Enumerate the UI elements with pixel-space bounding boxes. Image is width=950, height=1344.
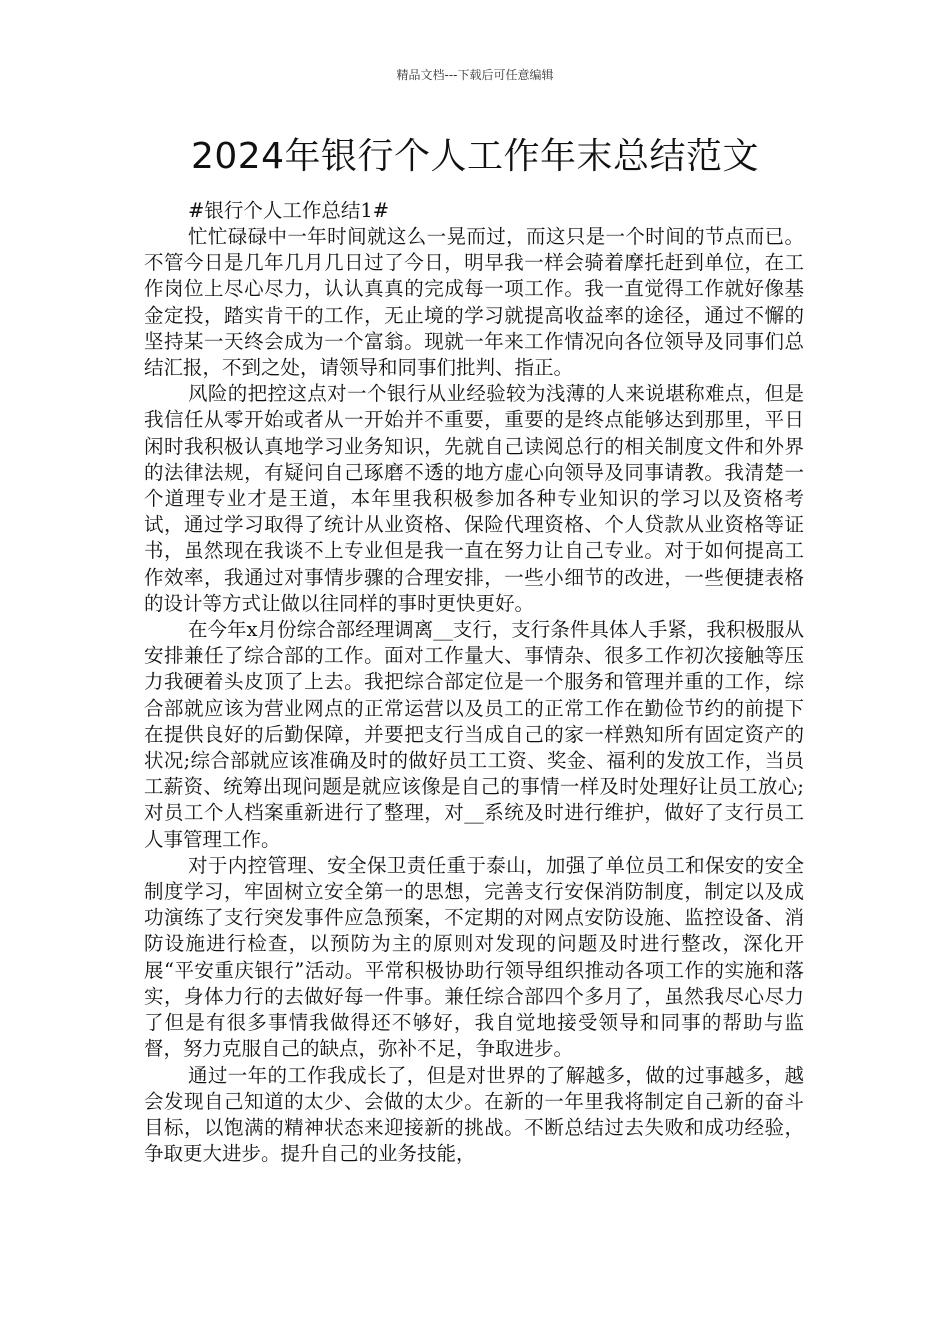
section-heading: #银行个人工作总结1# (188, 199, 390, 222)
paragraph-1: 忙忙碌碌中一年时间就这么一晃而过，而这只是一个时间的节点而已。不管今日是几年几月几日过了今日，明早我一样会骑着摩托赶到单位，在工作岗位上尽心尽力，认认真真的完成每一项工作。我一直觉得工作就好像基金定投，踏实肯干的工作，无止境的学习就提高收益率的途径，通过不懈的坚持某一天终会成为一个富翁。现就一年来工作情况向各位领导及同事们总结汇报，不到之处，请领导和同事们批判、指正。 (144, 225, 804, 380)
paragraph-4: 对于内控管理、安全保卫责任重于泰山，加强了单位员工和保安的安全制度学习，牢固树立安全第一的思想，完善支行安保消防制度，制定以及成功演练了支行突发事件应急预案，不定期的对网点安防设施、监控设备、消防设施进行检查，以预防为主的原则对发现的问题及时进行整改，深化开展“平安重庆银行”活动。平常积极协助行领导组织推动各项工作的实施和落实，身体力行的去做好每一件事。兼任综合部四个多月了，虽然我尽心尽力了但是有很多事情我做得还不够好，我自觉地接受领导和同事的帮助与监督，努力克服自己的缺点，弥补不足，争取进步。 (144, 853, 804, 1061)
document-body (144, 198, 804, 1167)
paragraph-2: 风险的把控这点对一个银行从业经验较为浅薄的人来说堪称难点，但是我信任从零开始或者从一开始并不重要，重要的是终点能够达到那里，平日闲时我积极认真地学习业务知识，先就自己读阅总行的相关制度文件和外界的法律法规，有疑问自己琢磨不透的地方虚心向领导及同事请教。我清楚一个道理专业才是王道，本年里我积极参加各种专业知识的学习以及资格考试，通过学习取得了统计从业资格、保险代理资格、个人贷款从业资格等证书，虽然现在我谈不上专业但是我一直在努力让自己专业。对于如何提高工作效率，我通过对事情步骤的合理安排，一些小细节的改进，一些便捷表格的设计等方式让做以往同样的事时更快更好。 (144, 382, 804, 615)
header-note: 精品文档---下载后可任意编辑 (396, 68, 554, 82)
document-title: 2024年银行个人工作年末总结范文 (190, 136, 760, 177)
paragraph-5: 通过一年的工作我成长了，但是对世界的了解越多，做的过事越多，越会发现自己知道的太少、会做的太少。在新的一年里我将制定自己新的奋斗目标，以饱满的精神状态来迎接新的挑战。不断总结过去失败和成功经验，争取更大进步。提升自己的业务技能， (144, 1063, 804, 1166)
paragraph-3: 在今年x月份综合部经理调离__支行，支行条件具体人手紧，我积极服从安排兼任了综合部的工作。面对工作量大、事情杂、很多工作初次接触等压力我硬着头皮顶了上去。我把综合部定位是一个服务和管理并重的工作，综合部就应该为营业网点的正常运营以及员工的正常工作在勤俭节约的前提下在提供良好的后勤保障，并要把支行当成自己的家一样熟知所有固定资产的状况;综合部就应该准确及时的做好员工工资、奖金、福利的发放工作，当员工薪资、统筹出现问题是就应该像是自己的事情一样及时处理好让员工放心;对员工个人档案重新进行了整理，对__系统及时进行维护，做好了支行员工人事管理工作。 (144, 618, 804, 851)
